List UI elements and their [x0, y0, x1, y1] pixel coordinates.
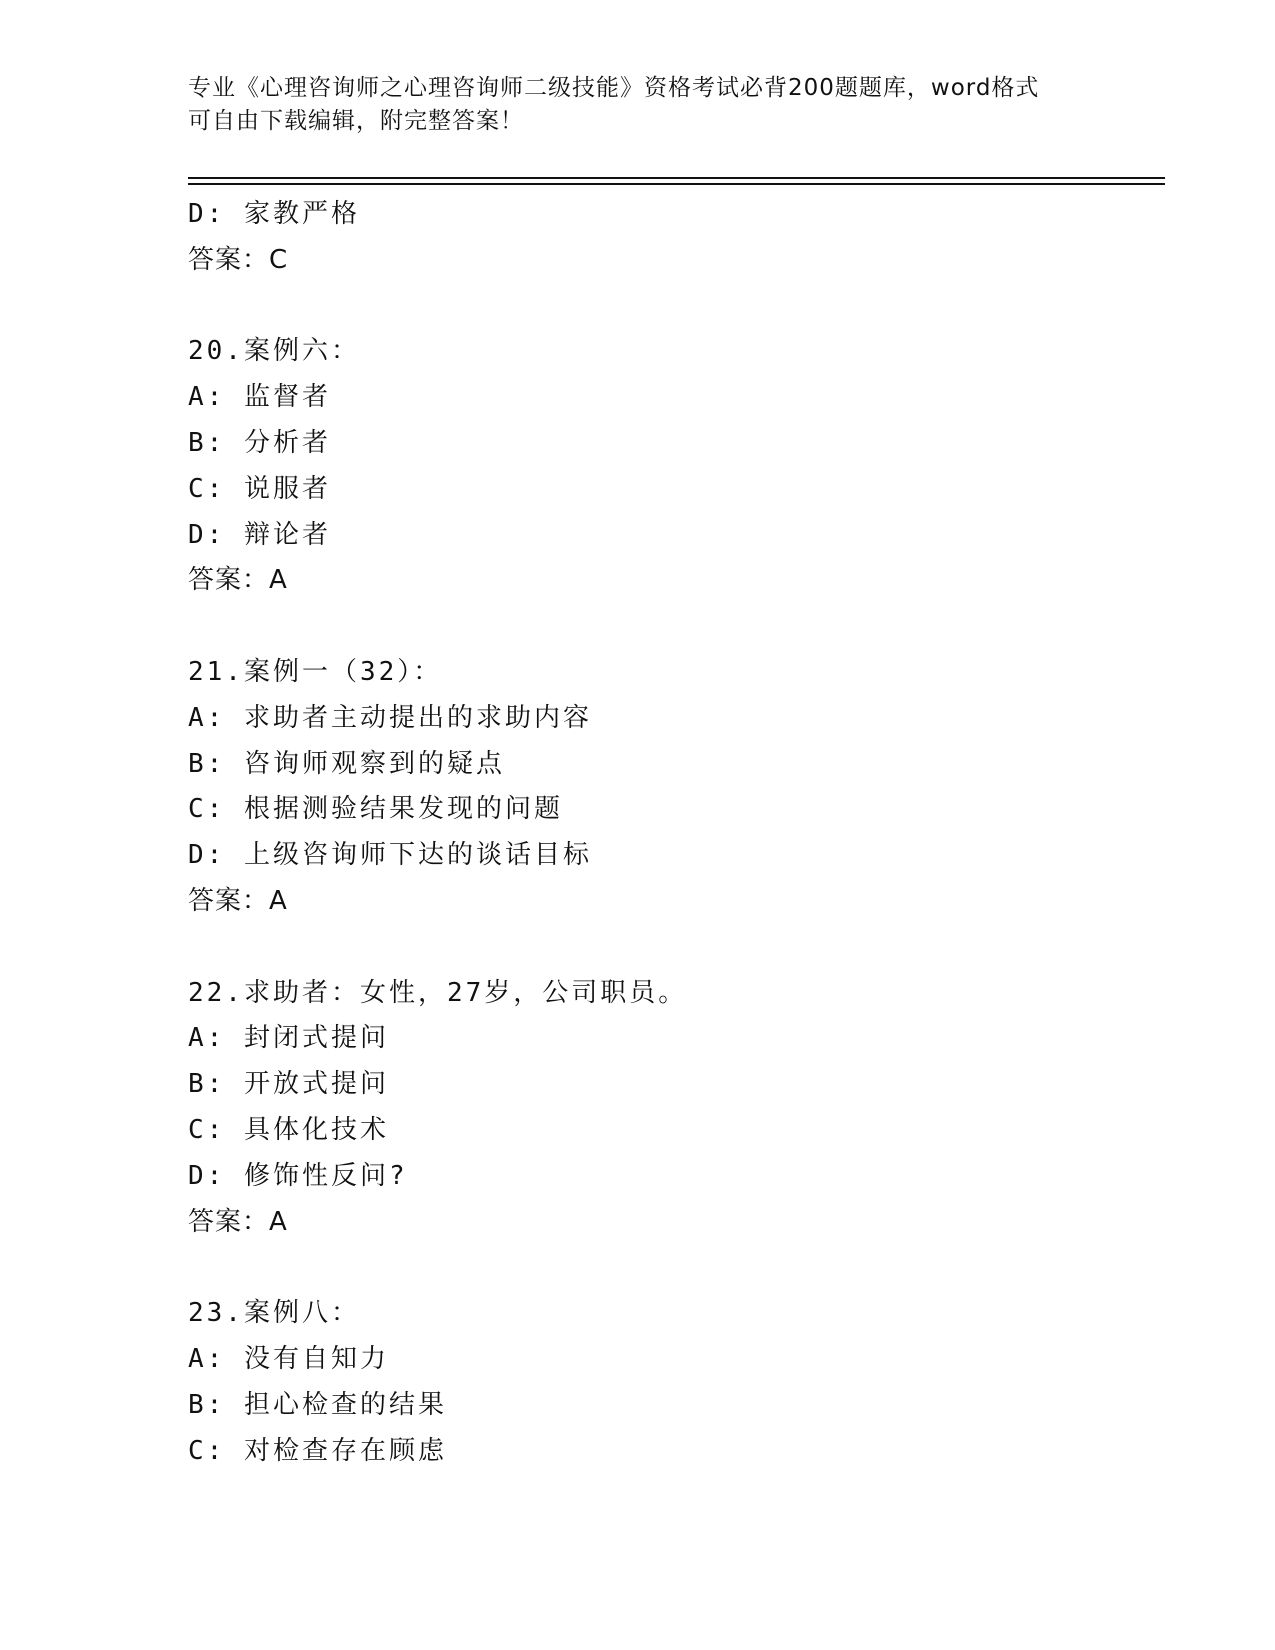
answer-line: 答案：A: [188, 885, 288, 916]
option-b: B: 分析者: [188, 427, 331, 458]
document-header: [188, 72, 1088, 138]
option-c: C: 具体化技术: [188, 1114, 389, 1145]
question-stem: 22.求助者：女性，27岁，公司职员。: [188, 977, 688, 1008]
option-b: B: 咨询师观察到的疑点: [188, 748, 505, 779]
option-c: C: 说服者: [188, 473, 331, 504]
question-spacer: [188, 604, 1148, 650]
option-a: A: 没有自知力: [188, 1343, 389, 1374]
question-list: [188, 192, 1148, 1474]
option-d: D: 上级咨询师下达的谈话目标: [188, 840, 592, 871]
option-d: D: 修饰性反问?: [188, 1160, 408, 1191]
option-b: B: 开放式提问: [188, 1069, 389, 1100]
header-divider-top: [188, 177, 1165, 179]
question-20: [188, 329, 1148, 604]
question-spacer: [188, 284, 1148, 330]
answer-line: 答案：C: [188, 244, 289, 275]
answer-line: 答案：A: [188, 1206, 288, 1237]
option-a: A: 封闭式提问: [188, 1023, 389, 1054]
header-title-line-2: 可自由下载编辑，附完整答案！: [188, 108, 524, 134]
question-stem: 20.案例六：: [188, 336, 360, 367]
answer-line: 答案：A: [188, 565, 288, 596]
option-d: D: 家教严格: [188, 199, 360, 229]
question-stem: 21.案例一（32）：: [188, 656, 443, 687]
option-c: C: 根据测验结果发现的问题: [188, 794, 563, 825]
question-stem: 23.案例八：: [188, 1298, 360, 1329]
question-19-continued: [188, 192, 1148, 284]
header-divider-bottom: [188, 183, 1165, 185]
question-spacer: [188, 1245, 1148, 1291]
option-a: A: 监督者: [188, 382, 331, 413]
option-b: B: 担心检查的结果: [188, 1389, 447, 1420]
option-d: D: 辩论者: [188, 519, 331, 550]
question-23: [188, 1291, 1148, 1474]
question-spacer: [188, 925, 1148, 971]
option-c: C: 对检查存在顾虑: [188, 1435, 447, 1466]
header-title-line-1: 专业《心理咨询师之心理咨询师二级技能》资格考试必背200题题库，word格式: [188, 75, 1040, 101]
question-22: [188, 971, 1148, 1246]
option-a: A: 求助者主动提出的求助内容: [188, 702, 592, 733]
question-21: [188, 650, 1148, 925]
